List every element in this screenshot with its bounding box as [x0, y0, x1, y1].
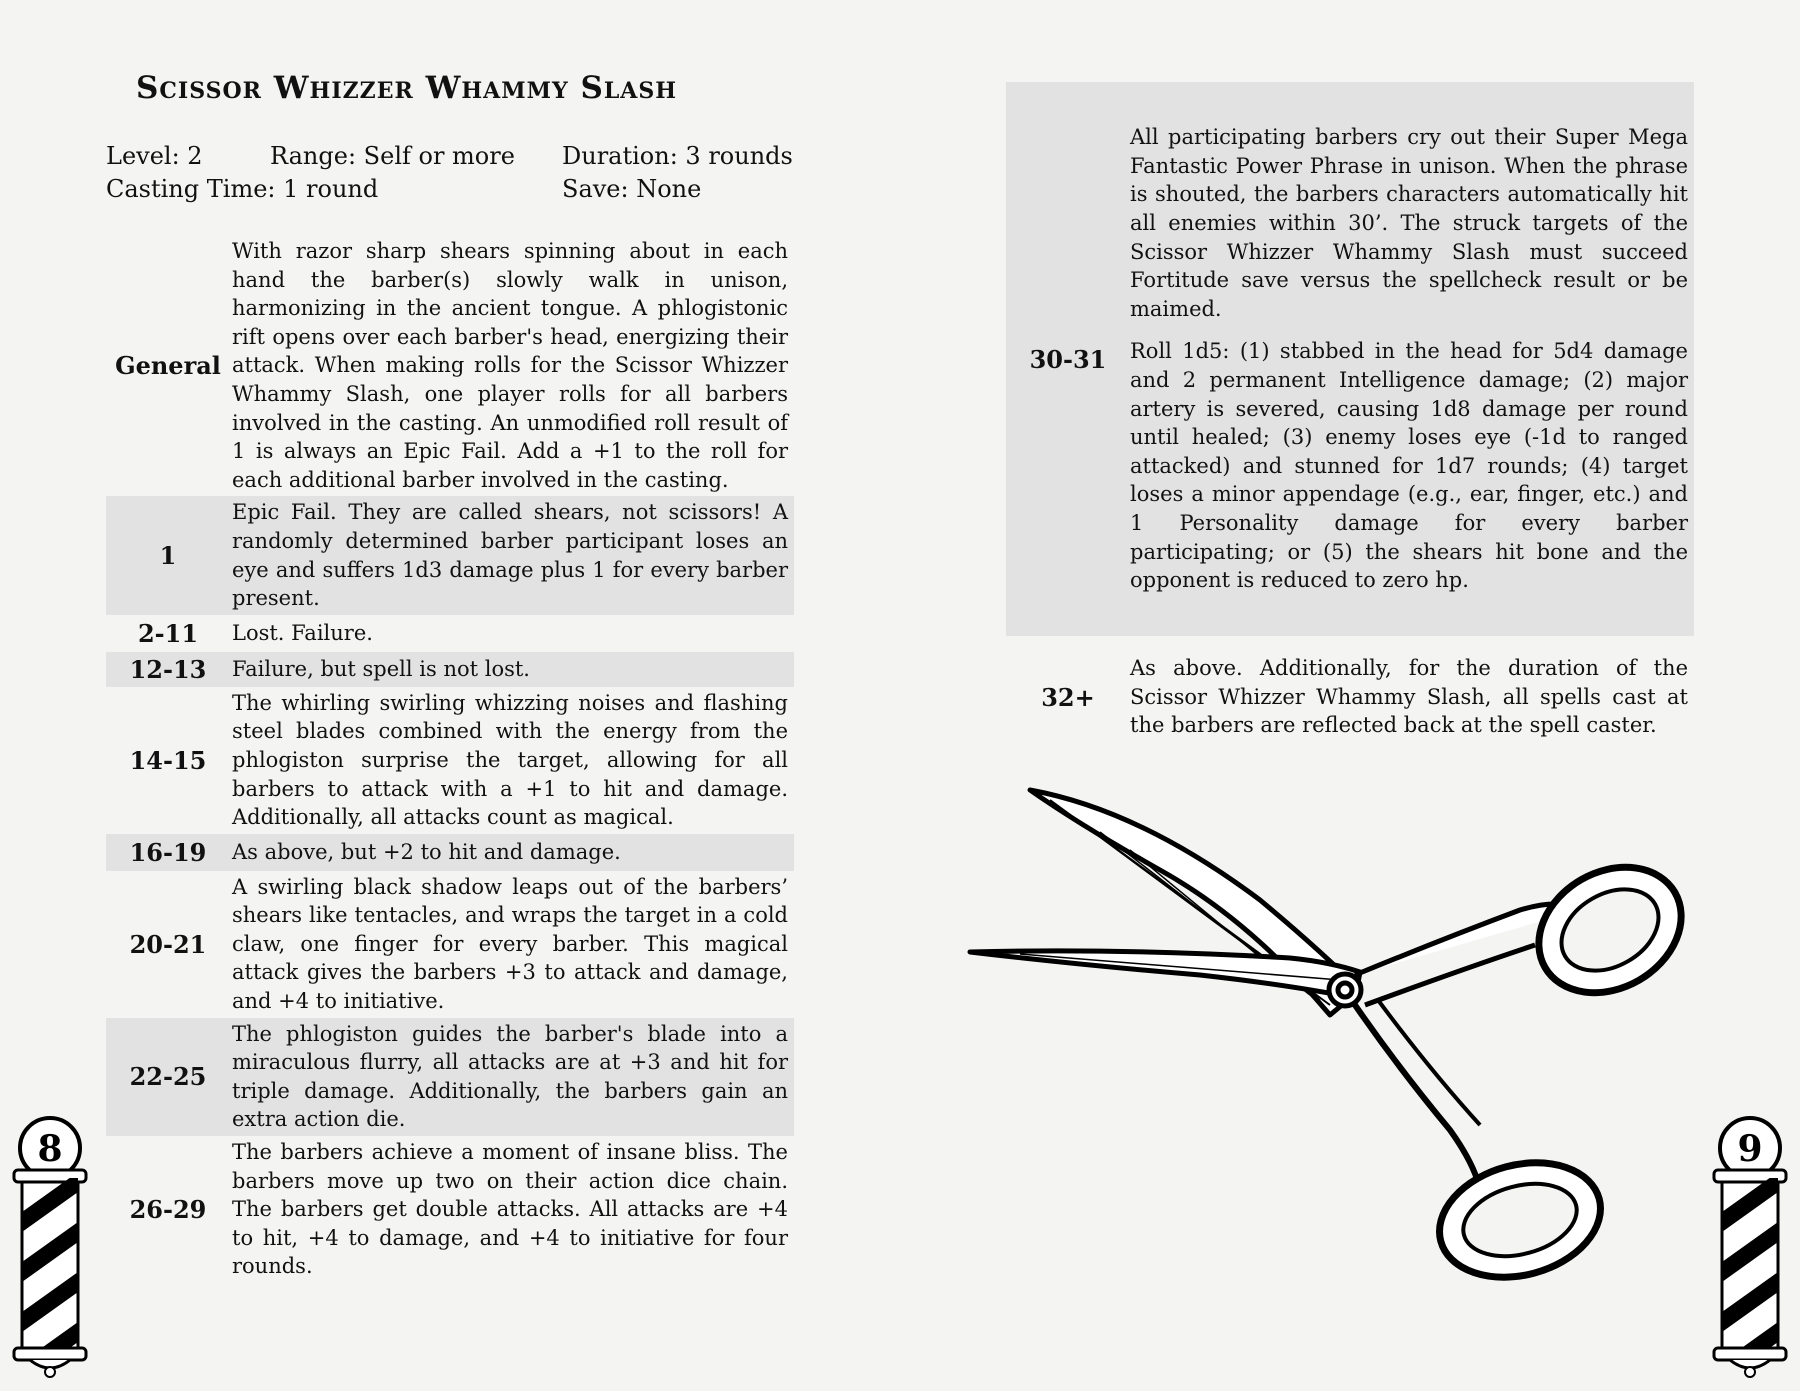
- roll-result: With razor sharp shears spinning about in each hand the barber(s) slowly walk in unison, harmonizing in the ancient tongue. A phlogistonic rift opens over each barber's head, energizing their attack. When making rolls for the Scissor Whizzer Whammy Slash, one player rolls for all barbers involved in the casting. An unmodified roll result of 1 is always an Epic Fail. Add a +1 to the roll for each additional barber involved in the casting.: [232, 239, 788, 492]
- page-number-right: 9: [1737, 1128, 1763, 1170]
- roll-result: As above. Additionally, for the duration of the Scissor Whizzer Whammy Slash, all spells cast at the barbers are reflected back at the spell caster.: [1130, 656, 1688, 738]
- table-row: [106, 1018, 794, 1136]
- roll-range: 20-21: [129, 929, 207, 959]
- table-row: [106, 496, 794, 614]
- spell-title: Scissor Whizzer Whammy Slash: [136, 70, 678, 106]
- table-row: [106, 652, 794, 687]
- roll-range: 14-15: [129, 745, 207, 775]
- roll-result: Lost. Failure.: [232, 620, 373, 645]
- stat-range: Range: Self or more: [270, 142, 515, 170]
- roll-result: The barbers achieve a moment of insane bliss. The barbers move up two on their action dice chain. The barbers get double attacks. All attacks are +4 to hit, +4 to damage, and +4 to initiative for four rounds.: [232, 1140, 788, 1279]
- roll-range: General: [115, 351, 221, 381]
- roll-range: 30-31: [1006, 82, 1130, 636]
- table-row: [1006, 82, 1694, 636]
- table-row: [106, 687, 794, 834]
- roll-range: 32+: [1041, 682, 1095, 712]
- spell-result-table: [106, 235, 794, 1283]
- stat-save: Save: None: [562, 175, 702, 203]
- roll-range: 12-13: [106, 652, 230, 687]
- table-row: [106, 615, 794, 652]
- barber-pole-icon: [1708, 1112, 1792, 1380]
- barber-pole-icon: [8, 1112, 92, 1380]
- table-row: [106, 235, 794, 496]
- spell-result-table-continued: [1006, 82, 1694, 742]
- page-number-left: 8: [37, 1128, 63, 1170]
- roll-result: The phlogiston guides the barber's blade into a miraculous flurry, all attacks are at +3 and hit for triple damage. Additionally, the barbers gain an extra action die.: [230, 1018, 794, 1136]
- roll-result: A swirling black shadow leaps out of the barbers’ shears like tentacles, and wraps the target in a cold claw, one finger for every barber. This magical attack gives the barbers +3 to attack and damage, and +4 to initiative.: [232, 874, 788, 1014]
- roll-range: 1: [106, 496, 230, 614]
- stat-level: Level: 2: [106, 142, 203, 170]
- table-row: [106, 1136, 794, 1283]
- roll-result: Failure, but spell is not lost.: [230, 652, 794, 687]
- roll-range: 22-25: [106, 1018, 230, 1136]
- roll-result: The whirling swirling whizzing noises and flashing steel blades combined with the energy from the phlogiston surprise the target, allowing for all barbers to attack with a +1 to hit and damage. Additionally, all attacks count as magical.: [232, 690, 788, 830]
- roll-range: 2-11: [137, 618, 199, 648]
- table-row: [106, 871, 794, 1018]
- stat-duration: Duration: 3 rounds: [562, 142, 793, 170]
- roll-result: [1130, 82, 1694, 636]
- table-row: [1006, 652, 1694, 742]
- roll-range: 16-19: [106, 834, 230, 871]
- roll-range: 26-29: [129, 1195, 207, 1225]
- stat-casting-time: Casting Time: 1 round: [106, 175, 379, 203]
- right-page: [900, 0, 1800, 1391]
- roll-result-options: Roll 1d5: (1) stabbed in the head for 5d4 damage and 2 permanent Intelligence damage; (2) major artery is severed, causing 1d8 damage per round until healed; (3) enemy loses eye (-1d to ranged attacked) and stunned for 1d7 rounds; (4) target loses a minor appendage (e.g., ear, finger, etc.) and 1 Personality damage for every barber participating; or (5) the shears hit bone and the opponent is reduced to zero hp.: [1130, 339, 1688, 593]
- table-row: [106, 834, 794, 871]
- roll-result: As above, but +2 to hit and damage.: [230, 834, 794, 871]
- roll-result-preamble: All participating barbers cry out their Super Mega Fantastic Power Phrase in unison. When the phrase is shouted, the barbers characters automatically hit all enemies within 30’. The struck targets of the Scissor Whizzer Whammy Slash must succeed Fortitude save versus the spellcheck result or be maimed.: [1130, 125, 1688, 321]
- roll-result: Epic Fail. They are called shears, not scissors! A randomly determined barber participant loses an eye and suffers 1d3 damage plus 1 for every barber present.: [230, 496, 794, 614]
- scissors-illustration: [960, 780, 1720, 1304]
